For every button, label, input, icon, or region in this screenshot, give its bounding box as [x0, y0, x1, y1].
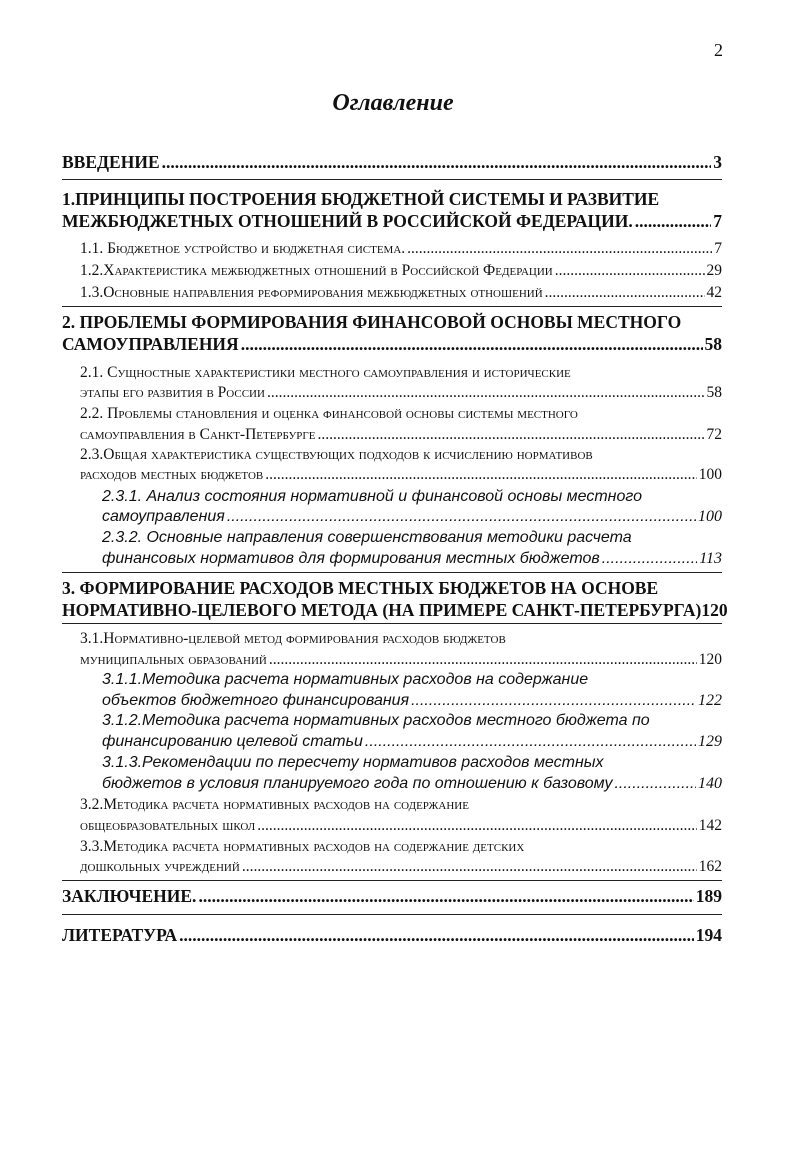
entry-page: 7 [713, 211, 722, 231]
divider [62, 179, 722, 180]
toc-entry-subsection-3-1-3-line-1[interactable]: 3.1.3.Рекомендации по пересчету нормативов расходов местных [102, 754, 604, 771]
dot-leader [179, 925, 694, 946]
dot-leader [614, 775, 696, 793]
dot-leader [269, 651, 697, 669]
entry-label: дошкольных учреждений [80, 858, 240, 875]
dot-leader [267, 384, 705, 402]
toc-entry-chapter-1[interactable] [62, 211, 722, 232]
entry-label: самоуправления [102, 508, 225, 525]
toc-entry-introduction[interactable] [62, 152, 722, 173]
divider [62, 306, 722, 307]
entry-label: самоуправления в Санкт-Петербурге [80, 426, 316, 443]
entry-label: финансовых нормативов для формирования местных бюджетов [102, 550, 600, 567]
dot-leader [257, 817, 697, 835]
entry-page: 42 [706, 284, 722, 301]
entry-label: расходов местных бюджетов [80, 466, 264, 483]
toc-entry-chapter-3[interactable]: НОРМАТИВНО-ЦЕЛЕВОГО МЕТОДА (НА ПРИМЕРЕ САНКТ-ПЕТЕРБУРГА)120 [62, 600, 728, 620]
toc-entry-chapter-2[interactable] [62, 334, 722, 355]
entry-page: 58 [704, 334, 722, 354]
toc-entry-section-3-2[interactable] [80, 817, 722, 835]
entry-label: объектов бюджетного финансирования [102, 692, 410, 709]
entry-page: 100 [698, 508, 722, 525]
entry-page: 7 [714, 240, 722, 257]
dot-leader [407, 240, 712, 258]
dot-leader [317, 426, 704, 444]
dot-leader [227, 508, 696, 526]
toc-entry-section-3-2-line-1[interactable]: 3.2.Методика расчета нормативных расходов на содержание [80, 796, 469, 813]
entry-label: бюджетов в условия планируемого года по отношению к базовому [102, 775, 613, 792]
entry-page: 140 [698, 775, 722, 792]
entry-page: 58 [706, 384, 722, 401]
entry-page: 189 [695, 886, 722, 906]
toc-entry-conclusion[interactable] [62, 886, 722, 907]
dot-leader [602, 550, 697, 568]
toc-entry-section-2-1[interactable] [80, 384, 722, 402]
divider [62, 880, 722, 881]
toc-entry-section-2-3-line-1[interactable]: 2.3.Общая характеристика существующих подходов к исчислению нормативов [80, 446, 593, 463]
toc-entry-chapter-3-line-1[interactable]: 3. ФОРМИРОВАНИЕ РАСХОДОВ МЕСТНЫХ БЮДЖЕТОВ НА ОСНОВЕ [62, 578, 659, 598]
toc-entry-subsection-2-3-2[interactable] [102, 550, 722, 568]
toc-entry-section-3-3-line-1[interactable]: 3.3.Методика расчета нормативных расходов на содержание детских [80, 838, 525, 855]
entry-page: 194 [695, 925, 722, 945]
toc-entry-section-3-3[interactable] [80, 858, 722, 876]
toc-entry-chapter-1-line-1[interactable]: 1.ПРИНЦИПЫ ПОСТРОЕНИЯ БЮДЖЕТНОЙ СИСТЕМЫ И РАЗВИТИЕ [62, 189, 660, 209]
toc-entry-subsection-3-1-1-line-1[interactable]: 3.1.1.Методика расчета нормативных расходов на содержание [102, 671, 589, 688]
entry-label: 1.3.Основные направления реформирования межбюджетных отношений [80, 284, 543, 301]
divider [62, 914, 722, 915]
divider [62, 572, 722, 573]
toc-entry-section-2-2-line-1[interactable]: 2.2. Проблемы становления и оценка финансовой основы системы местного [80, 405, 578, 422]
toc-entry-section-3-1-line-1[interactable]: 3.1.Нормативно-целевой метод формирования расходов бюджетов [80, 630, 506, 647]
entry-label: ЗАКЛЮЧЕНИЕ. [62, 886, 197, 906]
entry-page: 113 [699, 550, 722, 567]
toc-entry-subsection-2-3-2-line-1[interactable]: 2.3.2. Основные направления совершенствования методики расчета [102, 529, 632, 546]
entry-page: 162 [698, 858, 722, 875]
entry-page: 129 [698, 733, 722, 750]
dot-leader [241, 334, 703, 355]
toc-entry-section-1-3[interactable] [80, 284, 722, 302]
toc-entry-literature[interactable] [62, 925, 722, 946]
toc-entry-subsection-3-1-3[interactable] [102, 775, 722, 793]
dot-leader [162, 152, 712, 173]
toc-entry-section-1-1[interactable] [80, 240, 722, 258]
entry-label: общеобразовательных школ [80, 817, 256, 834]
dot-leader [365, 733, 696, 751]
entry-label: ВВЕДЕНИЕ [62, 152, 160, 172]
divider [62, 623, 722, 624]
entry-page: 120 [698, 651, 722, 668]
entry-label: муниципальных образований [80, 651, 267, 668]
dot-leader [242, 858, 697, 876]
entry-page: 142 [698, 817, 722, 834]
entry-page: 29 [706, 262, 722, 279]
dot-leader [198, 886, 693, 907]
entry-label: этапы его развития в России [80, 384, 265, 401]
entry-label: 1.1. Бюджетное устройство и бюджетная система. [80, 240, 406, 257]
entry-page: 3 [713, 152, 722, 172]
dot-leader [545, 284, 705, 302]
toc-entry-subsection-2-3-1-line-1[interactable]: 2.3.1. Анализ состояния нормативной и финансовой основы местного [102, 488, 642, 505]
entry-label: 1.2.Характеристика межбюджетных отношений в Российской Федерации [80, 262, 553, 279]
entry-page: 72 [706, 426, 722, 443]
entry-page: 122 [698, 692, 722, 709]
dot-leader [555, 262, 705, 280]
dot-leader [411, 692, 696, 710]
toc-entry-subsection-3-1-1[interactable] [102, 692, 722, 710]
entry-page: 100 [698, 466, 722, 483]
dot-leader [635, 211, 712, 232]
toc-entry-section-2-1-line-1[interactable]: 2.1. Сущностные характеристики местного самоуправления и исторические [80, 364, 571, 381]
toc-entry-section-2-2[interactable] [80, 426, 722, 444]
toc-entry-subsection-2-3-1[interactable] [102, 508, 722, 526]
entry-label: САМОУПРАВЛЕНИЯ [62, 334, 239, 354]
dot-leader [265, 466, 697, 484]
entry-label: МЕЖБЮДЖЕТНЫХ ОТНОШЕНИЙ В РОССИЙСКОЙ ФЕДЕРАЦИИ. [62, 211, 633, 231]
entry-label: финансированию целевой статьи [102, 733, 363, 750]
page-title: Оглавление [332, 90, 454, 116]
toc-entry-subsection-3-1-2[interactable] [102, 733, 722, 751]
toc-entry-subsection-3-1-2-line-1[interactable]: 3.1.2.Методика расчета нормативных расходов местного бюджета по [102, 712, 650, 729]
toc-entry-section-2-3[interactable] [80, 466, 722, 484]
toc-entry-chapter-2-line-1[interactable]: 2. ПРОБЛЕМЫ ФОРМИРОВАНИЯ ФИНАНСОВОЙ ОСНОВЫ МЕСТНОГО [62, 312, 682, 332]
toc-entry-section-1-2[interactable] [80, 262, 722, 280]
page-number: 2 [714, 40, 723, 60]
toc-entry-section-3-1[interactable] [80, 651, 722, 669]
entry-label: ЛИТЕРАТУРА [62, 925, 178, 945]
